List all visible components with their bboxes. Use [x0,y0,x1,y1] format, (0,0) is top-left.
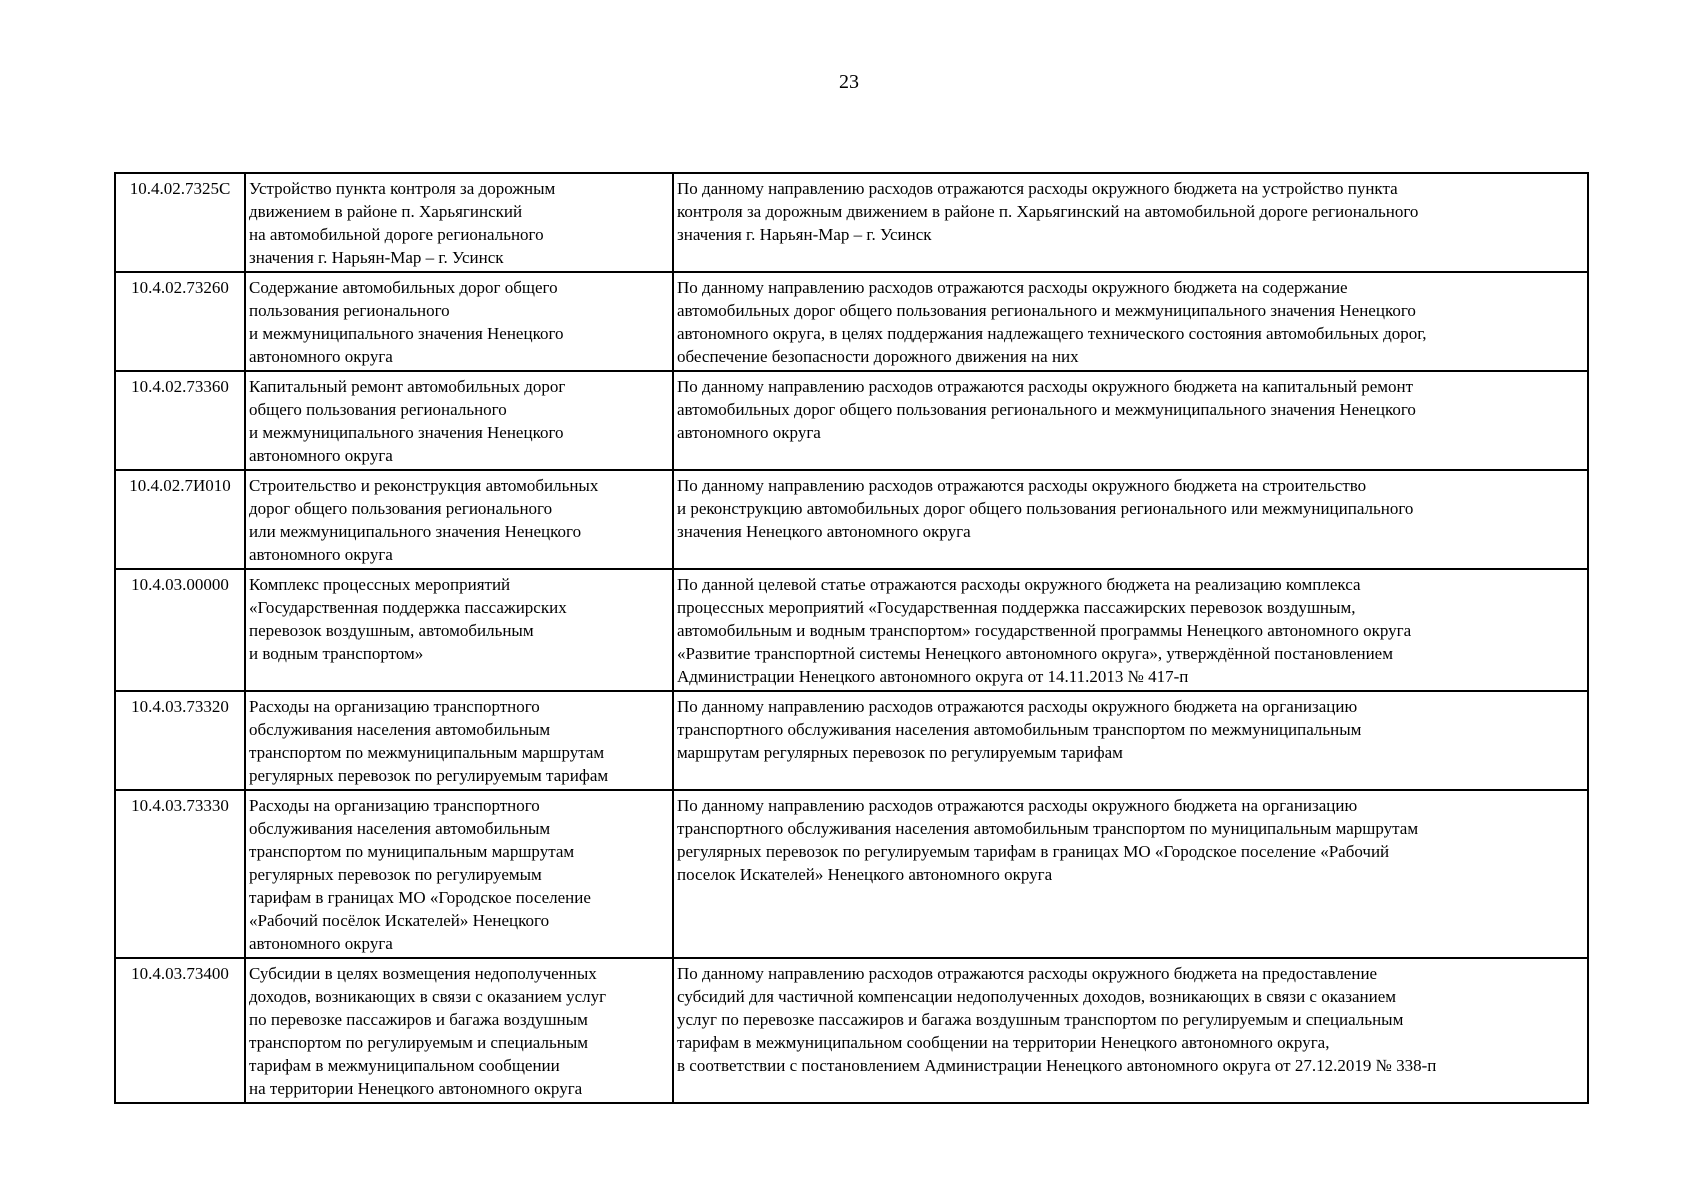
budget-classification-table [114,172,1589,1104]
table-row [115,691,1588,790]
page-number: 23 [839,71,859,93]
expense-title-cell: Комплекс процессных мероприятий «Государственная поддержка пассажирских перевозок воздушным, автомобильным и водным транспортом» [245,569,673,691]
expense-description-cell: По данному направлению расходов отражаются расходы окружного бюджета на организацию транспортного обслуживания населения автомобильным транспортом по межмуниципальным маршрутам регулярных перевозок по регулируемым тарифам [673,691,1588,790]
expense-title-cell: Расходы на организацию транспортного обслуживания населения автомобильным транспортом по муниципальным маршрутам регулярных перевозок по регулируемым тарифам в границах МО «Городское поселение «Рабочий посёлок Искателей» Ненецкого автономного округа [245,790,673,958]
expense-description-cell: По данному направлению расходов отражаются расходы окружного бюджета на предоставление субсидий для частичной компенсации недополученных доходов, возникающих в связи с оказанием услуг по перевозке пассажиров и багажа воздушным транспортом по регулируемым и специальным тарифам в межмуниципальном сообщении на территории Ненецкого автономного округа, в соответствии с постановлением Администрации Ненецкого автономного округа от 27.12.2019 № 338-п [673,958,1588,1103]
table-row [115,371,1588,470]
expense-description-cell: По данному направлению расходов отражаются расходы окружного бюджета на капитальный ремонт автомобильных дорог общего пользования регионального и межмуниципального значения Ненецкого автономного округа [673,371,1588,470]
expense-title-cell: Субсидии в целях возмещения недополученных доходов, возникающих в связи с оказанием услуг по перевозке пассажиров и багажа воздушным транспортом по регулируемым и специальным тарифам в межмуниципальном сообщении на территории Ненецкого автономного округа [245,958,673,1103]
expense-description-cell: По данному направлению расходов отражаются расходы окружного бюджета на содержание автомобильных дорог общего пользования регионального и межмуниципального значения Ненецкого автономного округа, в целях поддержания надлежащего технического состояния автомобильных дорог, обеспечение безопасности дорожного движения на них [673,272,1588,371]
expense-title-cell: Устройство пункта контроля за дорожным движением в районе п. Харьягинский на автомобильной дороге регионального значения г. Нарьян-Мар – г. Усинск [245,173,673,272]
table-row [115,958,1588,1103]
expense-description-cell: По данному направлению расходов отражаются расходы окружного бюджета на устройство пункта контроля за дорожным движением в районе п. Харьягинский на автомобильной дороге регионального значения г. Нарьян-Мар – г. Усинск [673,173,1588,272]
table-row [115,470,1588,569]
expense-title-cell: Расходы на организацию транспортного обслуживания населения автомобильным транспортом по межмуниципальным маршрутам регулярных перевозок по регулируемым тарифам [245,691,673,790]
expense-description-cell: По данной целевой статье отражаются расходы окружного бюджета на реализацию комплекса процессных мероприятий «Государственная поддержка пассажирских перевозок воздушным, автомобильным и водным транспортом» государственной программы Ненецкого автономного округа «Развитие транспортной системы Ненецкого автономного округа», утверждённой постановлением Администрации Ненецкого автономного округа от 14.11.2013 № 417-п [673,569,1588,691]
budget-code-cell: 10.4.03.00000 [115,569,245,691]
budget-code-cell: 10.4.02.73360 [115,371,245,470]
budget-code-cell: 10.4.02.73260 [115,272,245,371]
budget-code-cell: 10.4.02.7И010 [115,470,245,569]
expense-description-cell: По данному направлению расходов отражаются расходы окружного бюджета на организацию транспортного обслуживания населения автомобильным транспортом по муниципальным маршрутам регулярных перевозок по регулируемым тарифам в границах МО «Городское поселение «Рабочий поселок Искателей» Ненецкого автономного округа [673,790,1588,958]
budget-code-cell: 10.4.03.73400 [115,958,245,1103]
table-row [115,272,1588,371]
table-row [115,569,1588,691]
budget-code-cell: 10.4.03.73320 [115,691,245,790]
table-row [115,790,1588,958]
expense-title-cell: Содержание автомобильных дорог общего пользования регионального и межмуниципального значения Ненецкого автономного округа [245,272,673,371]
budget-code-cell: 10.4.03.73330 [115,790,245,958]
budget-code-cell: 10.4.02.7325C [115,173,245,272]
table-row [115,173,1588,272]
expense-title-cell: Капитальный ремонт автомобильных дорог общего пользования регионального и межмуниципального значения Ненецкого автономного округа [245,371,673,470]
expense-description-cell: По данному направлению расходов отражаются расходы окружного бюджета на строительство и реконструкцию автомобильных дорог общего пользования регионального или межмуниципального значения Ненецкого автономного округа [673,470,1588,569]
expense-title-cell: Строительство и реконструкция автомобильных дорог общего пользования регионального или межмуниципального значения Ненецкого автономного округа [245,470,673,569]
